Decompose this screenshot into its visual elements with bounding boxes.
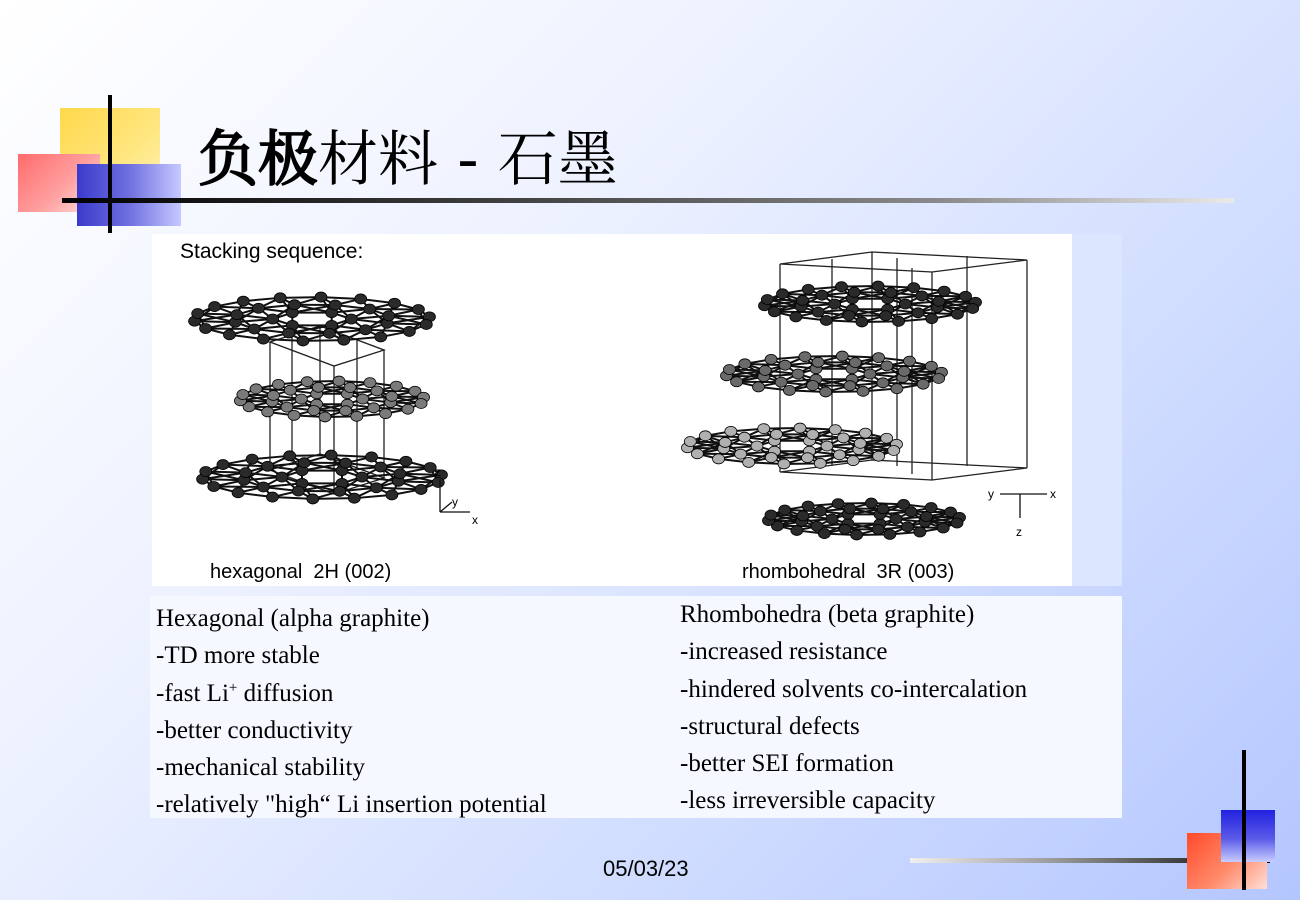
hexagonal-item: -mechanical stability (156, 754, 365, 782)
comparison-text-panel (150, 596, 1122, 818)
hexagonal-carbon-layers (189, 292, 448, 504)
hexagonal-caption: hexagonal 2H (002) (210, 561, 392, 583)
decor-vertical-line-bottom (1242, 750, 1246, 890)
carbon-sheet-c (682, 423, 903, 469)
rhombo-axis-x: x (1050, 487, 1056, 501)
rhombohedral-item: -structural defects (680, 712, 860, 740)
slide-date: 05/03/23 (603, 856, 689, 881)
figure-side-strip (1072, 234, 1122, 586)
rhombohedral-caption: rhombohedral 3R (003) (742, 561, 955, 583)
stacking-diagram (152, 234, 1072, 586)
rhombo-axis-y: y (988, 487, 994, 501)
li-superscript: + (228, 679, 238, 696)
slide-title-rest: 材料 - 石墨 (318, 125, 618, 195)
rhombohedral-item: -less irreversible capacity (680, 787, 936, 815)
hexagonal-item: -TD more stable (156, 642, 320, 670)
graphite-stacking-figure (152, 234, 1072, 586)
hexagonal-heading: Hexagonal (alpha graphite) (156, 605, 430, 632)
hexagonal-column (156, 600, 547, 824)
carbon-sheet-a2 (762, 498, 965, 540)
carbon-sheet-top (189, 292, 436, 346)
carbon-sheet-bottom (197, 450, 448, 504)
slide-title-bold: 负极 (198, 125, 318, 195)
figure-heading: Stacking sequence: (180, 240, 364, 263)
hex-axis-x: x (472, 513, 478, 527)
rhombohedral-heading: Rhombohedra (beta graphite) (680, 601, 975, 628)
li-diffusion-text: diffusion (237, 679, 334, 707)
rhombohedral-axes (1000, 494, 1047, 518)
rhombohedral-item: -increased resistance (680, 638, 888, 666)
decor-vertical-line (108, 95, 112, 233)
slide-title (198, 112, 618, 198)
decor-square-blue-bottom (1221, 810, 1275, 862)
hex-axis-y: y (452, 495, 458, 509)
hexagonal-item: -relatively "high“ Li insertion potential (156, 791, 547, 819)
hex-axis-z: z (435, 465, 441, 479)
title-underline (62, 198, 1234, 203)
rhombohedral-item: -better SEI formation (680, 750, 894, 778)
hexagonal-item (156, 675, 547, 712)
decor-square-blue (77, 164, 181, 226)
carbon-sheet-middle (234, 376, 429, 422)
rhombohedral-column (680, 596, 1027, 820)
rhombohedral-item: -hindered solvents co-intercalation (680, 675, 1028, 703)
hexagonal-item: -better conductivity (156, 716, 353, 744)
li-text: -fast Li (156, 679, 229, 707)
carbon-sheet-a (759, 281, 982, 327)
carbon-sheet-b (721, 351, 948, 397)
rhombo-axis-z: z (1016, 525, 1022, 539)
